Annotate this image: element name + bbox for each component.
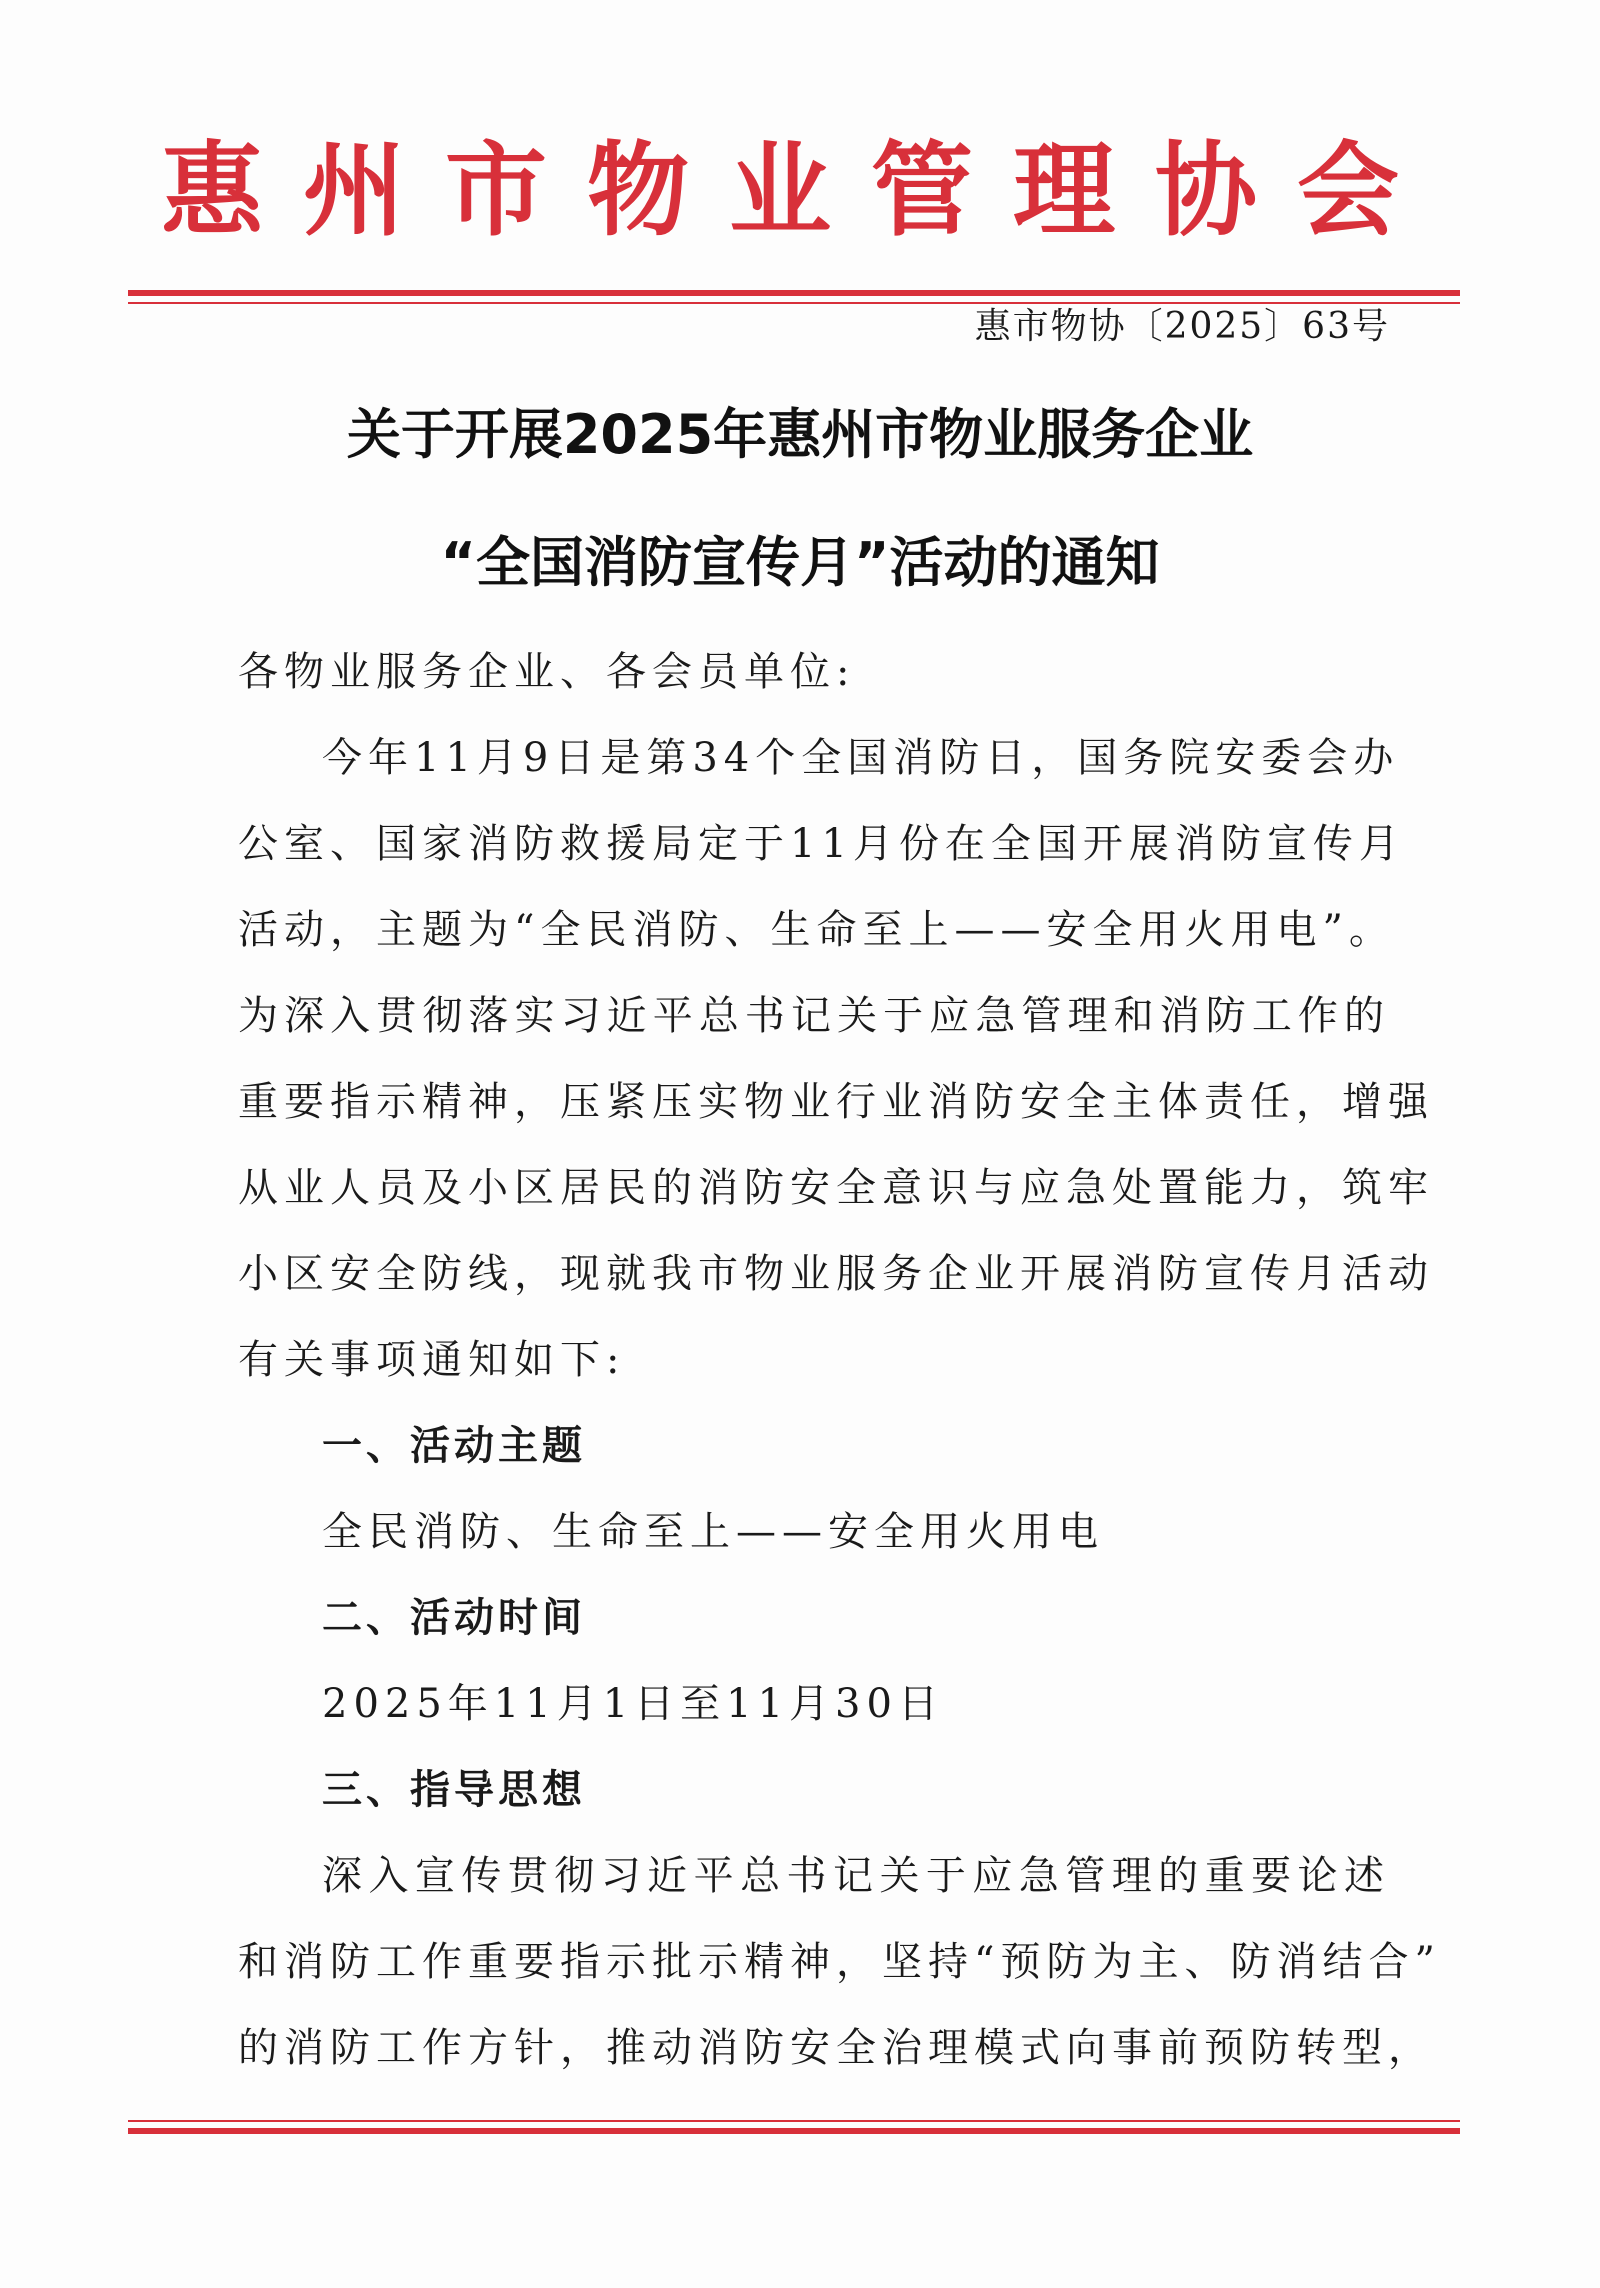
guiding-line: 的消防工作方针，推动消防安全治理模式向事前预防转型，: [238, 2025, 1434, 2071]
letterhead-rule-thick: [128, 290, 1460, 296]
footer-rule-thick: [128, 2128, 1460, 2134]
section-heading-guiding: 三、指导思想: [322, 1767, 586, 1813]
document-number: 惠市物协〔2025〕63号: [974, 306, 1390, 347]
section-text-theme: 全民消防、生命至上——安全用火用电: [322, 1509, 1104, 1555]
title-line-2: “全国消防宣传月”活动的通知: [440, 531, 1160, 594]
section-heading-time: 二、活动时间: [322, 1595, 586, 1641]
intro-line: 活动，主题为“全民消防、生命至上——安全用火用电”。: [238, 907, 1395, 953]
intro-line: 从业人员及小区居民的消防安全意识与应急处置能力，筑牢: [238, 1165, 1434, 1211]
intro-line: 小区安全防线，现就我市物业服务企业开展消防宣传月活动: [238, 1251, 1434, 1297]
salutation: 各物业服务企业、各会员单位:: [238, 649, 856, 695]
section-text-time: 2025年11月1日至11月30日: [322, 1681, 944, 1727]
letterhead-organization: 惠州市物业管理协会: [161, 131, 1439, 251]
guiding-line: 深入宣传贯彻习近平总书记关于应急管理的重要论述: [322, 1853, 1390, 1899]
intro-line: 今年11月9日是第34个全国消防日，国务院安委会办: [322, 735, 1400, 781]
intro-line: 有关事项通知如下:: [238, 1337, 626, 1383]
title-line-1: 关于开展2025年惠州市物业服务企业: [346, 403, 1254, 466]
intro-line: 公室、国家消防救援局定于11月份在全国开展消防宣传月: [238, 821, 1405, 867]
guiding-line: 和消防工作重要指示批示精神，坚持“预防为主、防消结合”: [238, 1939, 1441, 1985]
section-heading-theme: 一、活动主题: [322, 1423, 586, 1469]
footer-rule-thin: [128, 2120, 1460, 2122]
intro-line: 重要指示精神，压紧压实物业行业消防安全主体责任，增强: [238, 1079, 1434, 1125]
intro-line: 为深入贯彻落实习近平总书记关于应急管理和消防工作的: [238, 993, 1390, 1039]
